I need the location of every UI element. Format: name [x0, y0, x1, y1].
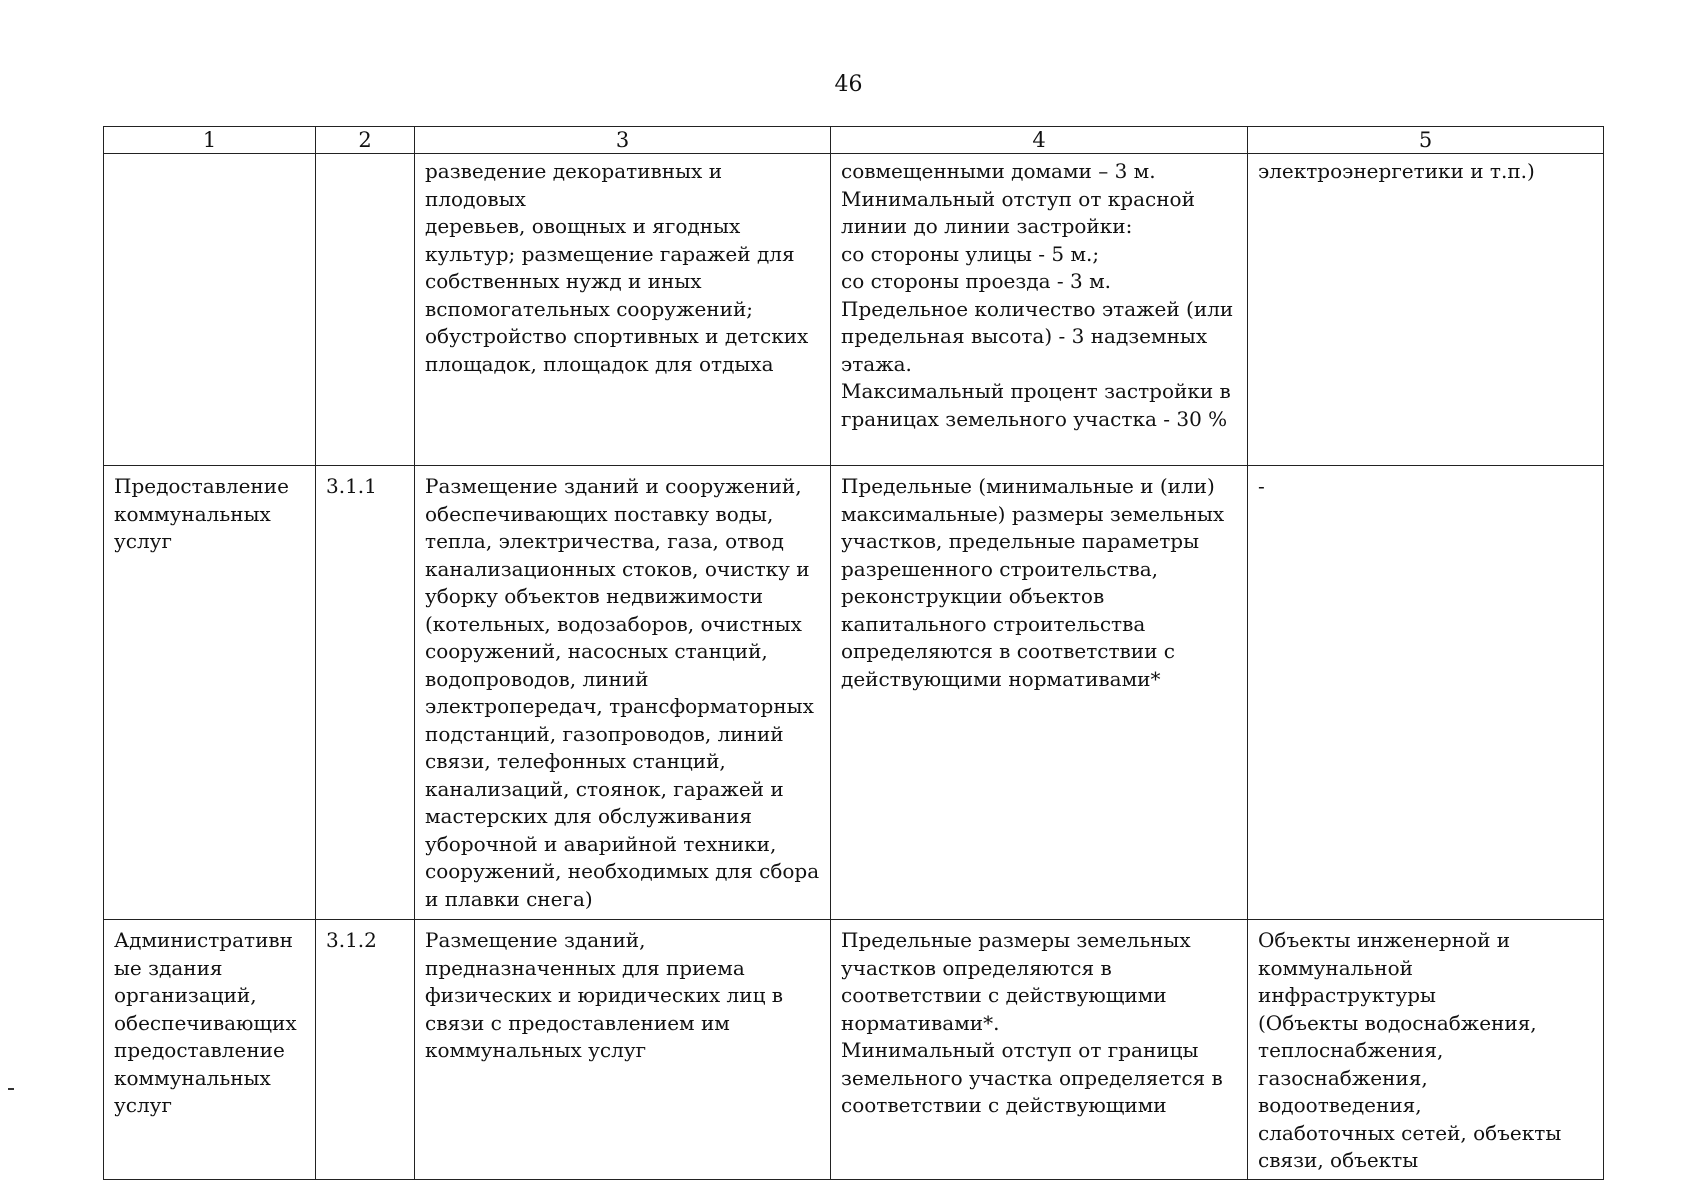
header-col-2: 2: [316, 127, 415, 154]
cell-use-type: Предоставление коммунальных услуг: [104, 466, 316, 920]
cell-description: Размещение зданий и сооружений, обеспечивающих поставку воды, тепла, электричества, газа, отвод канализационных стоков, очистку и уборку объектов недвижимости (котельных, водозаборов, очистных сооружений, насосных станций, водопроводов, линий электропередач, трансформаторных подстанций, газопроводов, линий связи, телефонных станций, канализаций, стоянок, гаражей и мастерских для обслуживания уборочной и аварийной техники, сооружений, необходимых для сбора и плавки снега): [415, 466, 831, 920]
header-col-3: 3: [415, 127, 831, 154]
cell-code: 3.1.2: [316, 920, 415, 1180]
cell-code: [316, 154, 415, 466]
zoning-table: [103, 126, 1604, 1180]
header-col-1: 1: [104, 127, 316, 154]
cell-code: 3.1.1: [316, 466, 415, 920]
cell-use-type: [104, 154, 316, 466]
cell-description: разведение декоративных и плодовых деревьев, овощных и ягодных культур; размещение гаражей для собственных нужд и иных вспомогательных сооружений; обустройство спортивных и детских площадок, площадок для отдыха: [415, 154, 831, 466]
table-header-row: [104, 127, 1604, 154]
cell-description: Размещение зданий, предназначенных для приема физических и юридических лиц в связи с предоставлением им коммунальных услуг: [415, 920, 831, 1180]
margin-mark: [8, 1088, 14, 1090]
page-number: 46: [834, 72, 863, 97]
header-col-4: 4: [831, 127, 1248, 154]
table-row: [104, 920, 1604, 1180]
cell-use-type: Административн ые здания организаций, обеспечивающих предоставление коммунальных услуг: [104, 920, 316, 1180]
cell-notes: электроэнергетики и т.п.): [1248, 154, 1604, 466]
cell-parameters: совмещенными домами – 3 м. Минимальный отступ от красной линии до линии застройки: со стороны улицы - 5 м.; со стороны проезда - 3 м. Предельное количество этажей (или предельная высота) - 3 надземных этажа. Максимальный процент застройки в границах земельного участка - 30 %: [831, 154, 1248, 466]
table-row: [104, 154, 1604, 466]
table-row: [104, 466, 1604, 920]
cell-parameters: Предельные размеры земельных участков определяются в соответствии с действующими нормативами*. Минимальный отступ от границы земельного участка определяется в соответствии с действующими: [831, 920, 1248, 1180]
header-col-5: 5: [1248, 127, 1604, 154]
cell-notes: -: [1248, 466, 1604, 920]
cell-notes: Объекты инженерной и коммунальной инфраструктуры (Объекты водоснабжения, теплоснабжения, газоснабжения, водоотведения, слаботочных сетей, объекты связи, объекты: [1248, 920, 1604, 1180]
cell-parameters: Предельные (минимальные и (или) максимальные) размеры земельных участков, предельные параметры разрешенного строительства, реконструкции объектов капитального строительства определяются в соответствии с действующими нормативами*: [831, 466, 1248, 920]
